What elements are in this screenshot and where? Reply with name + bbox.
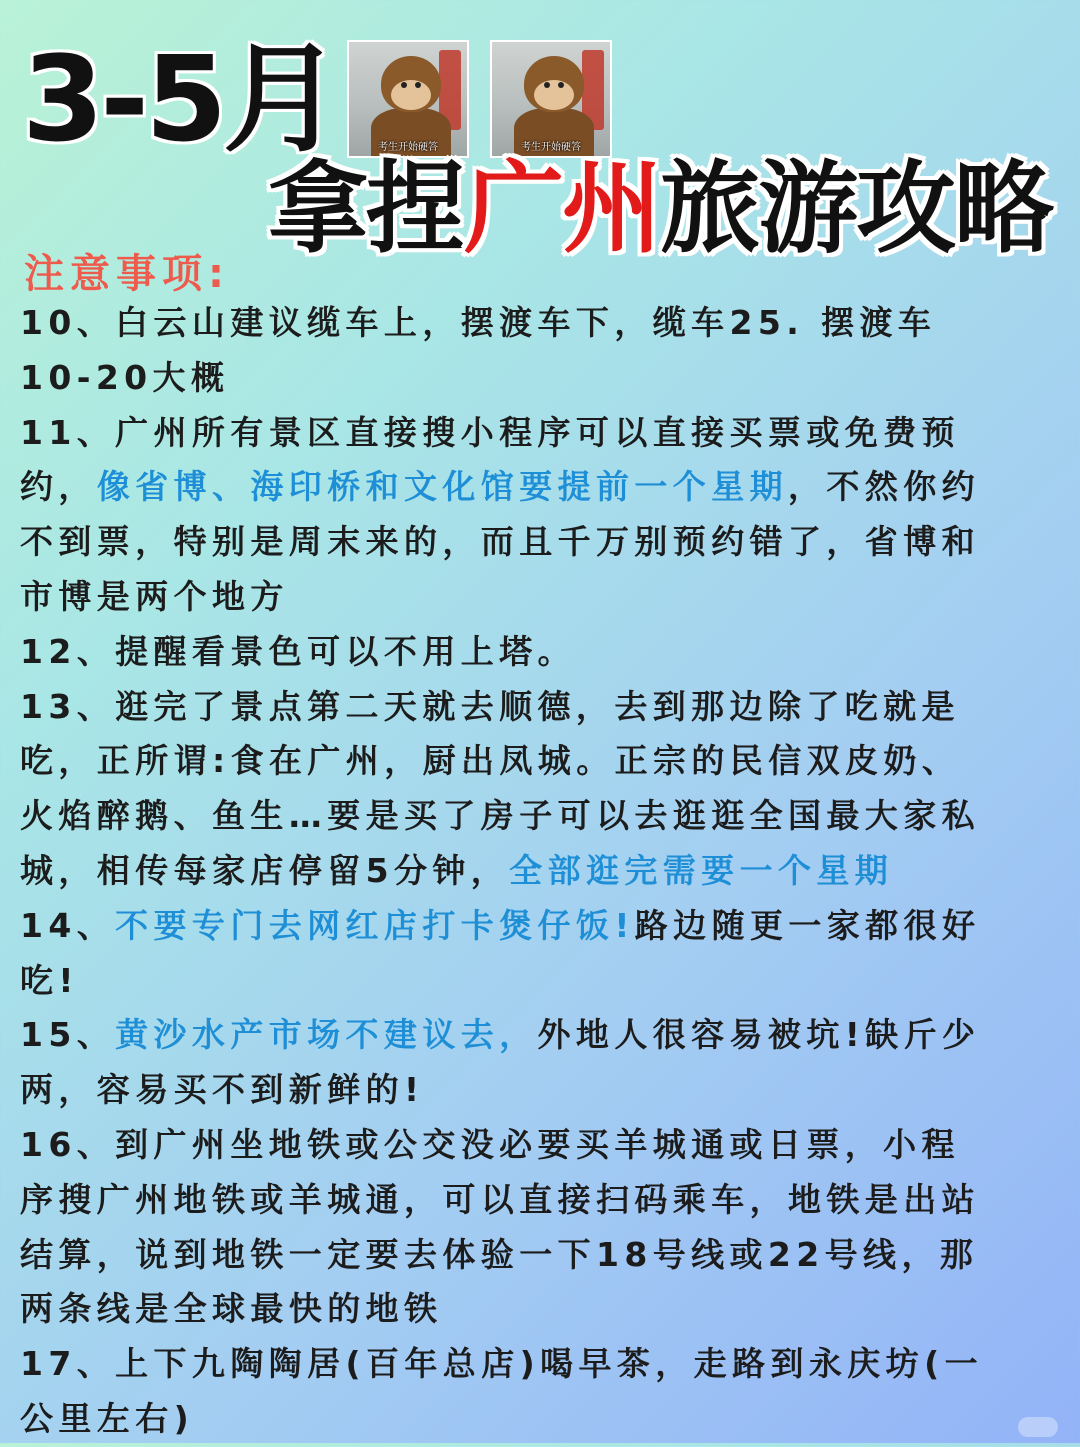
- tip-line: [20, 680, 1060, 735]
- tip-text: ，不然你约: [788, 467, 981, 507]
- tip-text: 吃，正所谓:食在广州，厨出凤城。正宗的民信双皮奶、: [20, 741, 961, 781]
- tip-text: 12、提醒看景色可以不用上塔。: [20, 631, 576, 671]
- tip-text: 城，相传每家店停留5分钟，: [20, 850, 510, 890]
- monkey-sticker-image: [347, 40, 469, 158]
- tip-line: [20, 734, 1060, 789]
- tip-text: 约，: [20, 467, 97, 507]
- tip-text: 吃!: [20, 960, 79, 1000]
- sticker-caption: 考生开始硬答: [378, 142, 438, 153]
- tip-text: 公里左右): [20, 1398, 195, 1438]
- tip-line: [20, 570, 1060, 625]
- highlighted-text: 像省博、海印桥和文化馆要提前一个星期: [96, 467, 789, 507]
- tip-text: 序搜广州地铁或羊城通，可以直接扫码乘车，地铁是出站: [20, 1179, 980, 1219]
- tip-line: [20, 899, 1060, 954]
- tip-text: 两，容易买不到新鲜的!: [20, 1070, 425, 1110]
- tip-text: 10-20大概: [20, 357, 230, 397]
- tip-line: [20, 351, 1060, 406]
- watermark-logo: [1018, 1417, 1058, 1437]
- sticker-caption: 考生开始硬答: [521, 142, 581, 153]
- page-title: [268, 150, 1052, 267]
- tip-line: [20, 1173, 1060, 1228]
- tip-line: [20, 1228, 1060, 1283]
- highlighted-text: 黄沙水产市场不建议去，: [115, 1015, 538, 1055]
- tip-line: [20, 1063, 1060, 1118]
- tips-list: [20, 296, 1060, 1447]
- tip-line: [20, 625, 1060, 680]
- tip-line: [20, 1337, 1060, 1392]
- title-suffix: 旅游攻略: [660, 150, 1052, 267]
- tip-line: [20, 1392, 1060, 1447]
- tip-line: [20, 789, 1060, 844]
- highlighted-text: 不要专门去网红店打卡煲仔饭!: [115, 905, 635, 945]
- tip-text: 不到票，特别是周末来的，而且千万别预约错了，省博和: [20, 522, 980, 562]
- tip-text: 市博是两个地方: [20, 576, 289, 616]
- title-city: 广州: [464, 150, 660, 267]
- tip-line: [20, 460, 1060, 515]
- tip-text: 15、: [20, 1015, 116, 1055]
- tip-line: [20, 406, 1060, 461]
- tip-text: 结算，说到地铁一定要去体验一下18号线或22号线，那: [20, 1234, 979, 1274]
- notes-heading: 注意事项:: [24, 251, 230, 297]
- tip-line: [20, 954, 1060, 1009]
- tip-text: 路边随更一家都很好: [634, 905, 981, 945]
- tip-line: [20, 1282, 1060, 1337]
- tip-text: 11、广州所有景区直接搜小程序可以直接买票或免费预: [20, 412, 960, 452]
- title-prefix: 拿捏: [268, 150, 464, 267]
- tip-text: 14、: [20, 905, 116, 945]
- tip-text: 17、上下九陶陶居(百年总店)喝早茶，走路到永庆坊(一: [20, 1344, 983, 1384]
- tip-text: 13、逛完了景点第二天就去顺德，去到那边除了吃就是: [20, 686, 960, 726]
- tip-text: 16、到广州坐地铁或公交没必要买羊城通或日票，小程: [20, 1124, 960, 1164]
- tip-text: 火焰醉鹅、鱼生…要是买了房子可以去逛逛全国最大家私: [20, 796, 980, 836]
- tip-line: [20, 515, 1060, 570]
- monkey-sticker-image: [490, 40, 612, 158]
- tip-line: [20, 296, 1060, 351]
- tip-line: [20, 844, 1060, 899]
- tip-text: 外地人很容易被坑!缺斤少: [537, 1015, 981, 1055]
- tip-text: 两条线是全球最快的地铁: [20, 1289, 443, 1329]
- title-date-range: 3-5月: [22, 30, 338, 168]
- highlighted-text: 全部逛完需要一个星期: [509, 850, 894, 890]
- tip-text: 10、白云山建议缆车上，摆渡车下，缆车25. 摆渡车: [20, 303, 937, 342]
- tip-line: [20, 1008, 1060, 1063]
- tip-line: [20, 1118, 1060, 1173]
